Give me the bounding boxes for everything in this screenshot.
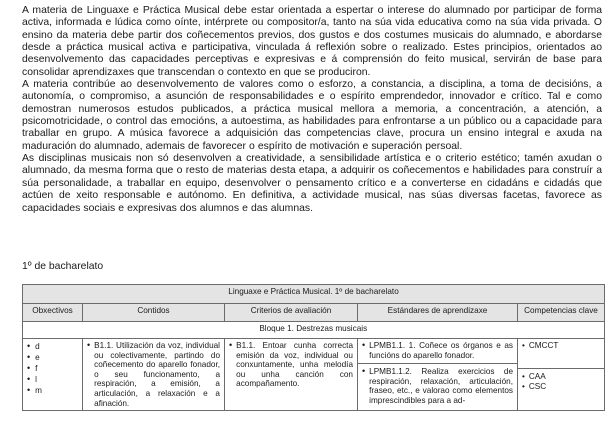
block-spacer: [23, 322, 83, 339]
list-item: • l: [27, 374, 37, 384]
curriculum-table: [22, 284, 605, 411]
column-header-criteria: Criterios de avaliación: [225, 304, 358, 322]
block-title: Bloque 1. Destrezas musicais: [83, 322, 605, 339]
list-item: • f: [27, 363, 38, 373]
competence-item: • CSC: [522, 382, 547, 391]
objectives-cell: [23, 339, 83, 411]
list-item: • m: [27, 385, 42, 395]
criteria-cell: • B1.1. Entoar cunha correcta emisión da voz, individual ou conxuntamente, unha melodía ou unha canción con acompañamento.: [225, 339, 358, 411]
competence-item: • CMCCT: [522, 341, 559, 350]
column-header-contents: Contidos: [83, 304, 225, 322]
column-header-standards: Estándares de aprendizaxe: [358, 304, 518, 322]
standards-cell: • LPMB1.1. 1. Coñece os órganos e as funcións do aparello fonador. • LPMB1.1.2. Realiza exercicios de respiración, relaxación, articulación, fraseo, etc., e valorao como elementos imprescindibles para a ad-: [358, 339, 518, 411]
standard-item: LPMB1.1.2. Realiza exercicios de respiración, relaxación, articulación, fraseo, etc., e valorao como elementos imprescindibles para a ad-: [369, 367, 513, 405]
criterion-item: B1.1. Entoar cunha correcta emisión da voz, individual ou conxuntamente, unha melodía ou unha canción con acompañamento.: [236, 341, 353, 389]
list-item: • d: [27, 341, 40, 351]
paragraph-1: A materia de Linguaxe e Práctica Musical debe estar orientada a espertar o interese do alumnado por participar de forma activa, informada e lúdica como oínte, intérprete ou compositor/a, tanto na súa vida educativa como na súa vida privada. O ensino da materia debe partir dos coñecementos previos, dos gustos e dos costumes musicais do alumnado, e abordarse desde a práctica musical activa e participativa, vinculada á reflexión sobre o realizado. Estes principios, orientados ao desenvolvemento das capacidades perceptivas e expresivas e á comprensión do feito musical, servirán de base para consolidar aprendizaxes que transcendan o contexto en que se produciron.: [22, 5, 602, 78]
paragraph-2: A materia contribúe ao desenvolvemento de valores como o esforzo, a constancia, a disciplina, a toma de decisións, a autonomía, o compromiso, a asunción de responsabilidades e o espírito emprendedor, innovador e crítico. Tal e como demostran numerosos estudos publicados, a práctica musical mellora a memoria, a concentración, a atención, a psicomotricidade, o control das emocións, a autoestima, as habilidades para enfrontarse a un público ou a capacidade para traballar en grupo. A música favorece a adquisición das competencias clave, procura un ensino integral e axuda na maduración do alumnado, ademais de favorecer o espírito de motivación e superación persoal.: [22, 79, 602, 152]
contents-cell: • B1.1. Utilización da voz, individual ou colectivamente, partindo do coñecemento do aparello fonador, o seu funcionamento, a respiración, a emisión, a articulación, a relaxación e a afinación.: [83, 339, 225, 411]
document-body: [22, 5, 602, 215]
table-row: [23, 339, 605, 411]
standard-item: LPMB1.1. 1. Coñece os órganos e as funcións do aparello fonador.: [369, 341, 513, 360]
column-header-competences: Competencias clave: [518, 304, 605, 322]
intro-text: [22, 5, 602, 215]
table-title: Linguaxe e Práctica Musical. 1º de bacharelato: [23, 285, 605, 304]
competences-cell: [518, 339, 605, 411]
section-title: 1º de bacharelato: [22, 261, 104, 272]
list-item: • e: [27, 352, 40, 362]
competence-item: • CAA: [522, 372, 546, 381]
content-item: B1.1. Utilización da voz, individual ou colectivamente, partindo do coñecemento do aparello fonador, o seu funcionamento, a respiración, a emisión, a articulación, a relaxación e a afinación.: [94, 341, 220, 408]
paragraph-3: As disciplinas musicais non só desenvolven a creatividade, a sensibilidade artística e o criterio estético; tamén axudan o alumnado, da mesma forma que o resto de materias desta etapa, a adquirir os coñecementos e habilidades para construír a súa personalidade, a traballar en equipo, desenvolver o pensamento crítico e a converterse en cidadáns e cidadás que actúen de xeito responsable e autónomo. En definitiva, a actividade musical, nas súas diversas facetas, favorece as capacidades sociais e expresivas dos alumnos e das alumnas.: [22, 153, 602, 214]
column-header-objectives: Obxectivos: [23, 304, 83, 322]
